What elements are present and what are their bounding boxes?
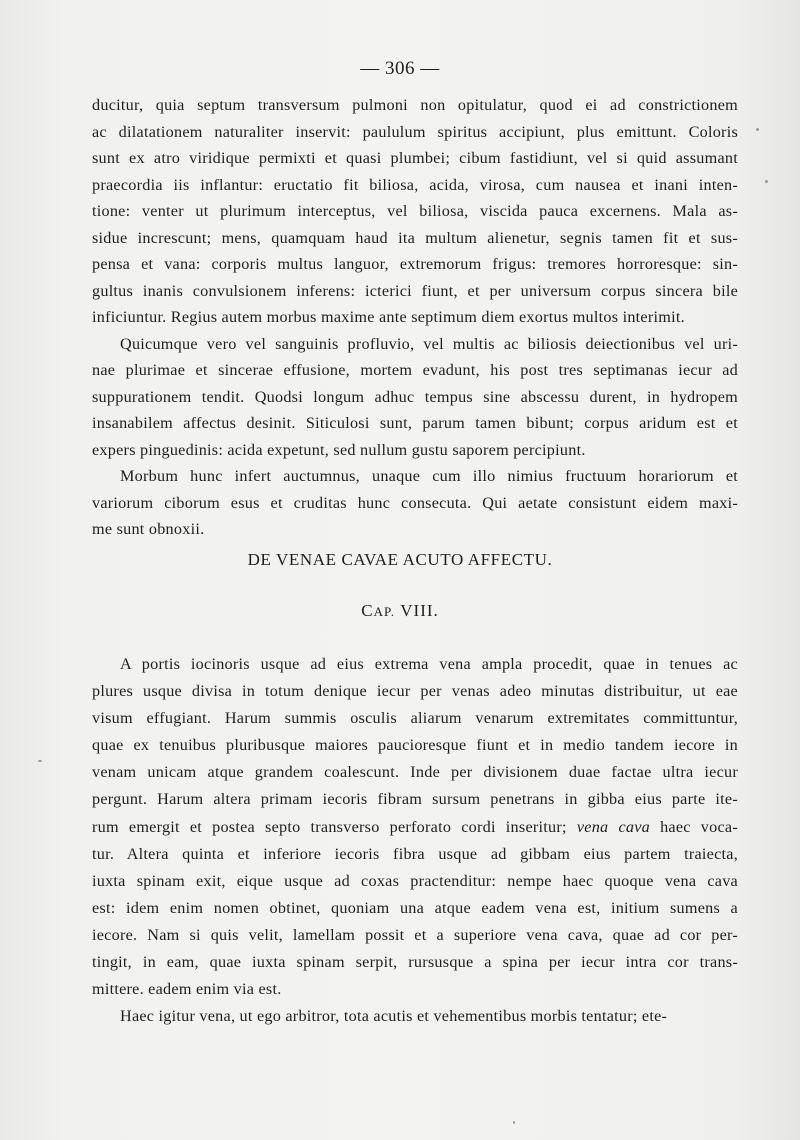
text-line: est: idem enim nomen obtinet, quoniam una atque eadem vena est, initium sumens a (92, 898, 738, 917)
text-line: nae plurimae et sincerae effusione, mortem evadunt, his post tres septimanas iecur ad (92, 361, 738, 379)
text-line: plures usque divisa in totum denique iecur per venas adeo minutas distribuitur, ut eae (92, 682, 738, 701)
text-section-2 (92, 651, 738, 1030)
text-line: Quicumque vero vel sanguinis profluvio, vel multis ac biliosis deiectionibus vel uri- (120, 334, 738, 353)
text-line: me sunt obnoxii. (92, 520, 205, 538)
chapter-number (0, 601, 800, 621)
text-line: inficiuntur. Regius autem morbus maxime ante septimum diem exortus multos interimit. (92, 308, 685, 326)
text-line: praecordia iis inflantur: eructatio fit biliosa, acida, virosa, cum nausea et inani inten- (92, 175, 738, 194)
text-line: insanabilem affectus desinit. Siticulosi sunt, parum tamen bibunt; corpus aridum est et (92, 414, 738, 432)
paragraph (92, 331, 738, 464)
text-line: quae ex tenuibus pluribusque maiores paucioresque fiunt et in medio tandem iecore in (92, 736, 738, 755)
chapter-cap-rest: AP. (373, 604, 395, 619)
text-line: ac dilatationem naturaliter inservit: paululum spiritus accipiunt, plus emittunt. Coloris (92, 122, 738, 141)
text-line: A portis iocinoris usque ad eius extrema vena ampla procedit, quae in tenues ac (120, 655, 738, 673)
text-line: pensa et vana: corporis multus languor, extremorum frigus: tremores horroresque: sin- (92, 255, 738, 273)
italic-term: vena cava (576, 817, 651, 836)
text-line: tione: venter ut plurimum interceptus, vel biliosa, viscida pauca excernens. Mala as- (92, 202, 738, 220)
text-line: mittere. eadem enim via est. (92, 980, 282, 999)
paragraph (92, 651, 738, 1003)
text-line: tingit, in eam, quae iuxta spinam serpit, rursusque a spina per iecur intra cor trans- (92, 953, 738, 972)
paragraph (92, 1003, 738, 1030)
chapter-cap-numeral: VIII. (400, 601, 439, 620)
text-line: suppurationem tendit. Quodsi longum adhuc tempus sine abscessu durent, in hydropem (92, 387, 738, 406)
text-line: Morbum hunc infert auctumnus, unaque cum illo nimius fructuum horariorum et (120, 467, 738, 485)
text-line: variorum ciborum esus et cruditas hunc consecuta. Qui aetate consistunt eidem maxi- (92, 493, 738, 512)
text-line: visum effugiant. Harum summis osculis aliarum venarum extremitates committuntur, (92, 709, 738, 728)
text-line: tur. Altera quinta et inferiore iecoris fibra usque ad gibbam eius partem traiecta, (92, 844, 738, 863)
paper-speck (765, 180, 768, 183)
text-line: ducitur, quia septum transversum pulmoni non opitulatur, quod ei ad constrictionem (92, 96, 738, 114)
text-fragment: rum emergit et postea septo transverso perforato cordi inseritur; (92, 817, 567, 836)
text-line: sidue increscunt; mens, quamquam haud ita multum alienetur, segnis tamen fit et sus- (92, 228, 738, 247)
text-line: venam unicam atque grandem coalescunt. Inde per divisionem duae factae ultra iecur (92, 763, 738, 782)
paper-speck (38, 760, 42, 762)
text-fragment: haec voca- (650, 817, 738, 836)
text-line: expers pinguedinis: acida expetunt, sed nullum gustu saporem percipiunt. (92, 440, 586, 459)
text-line: gultus inanis convulsionem inferens: icterici fiunt, et per universum corpus sincera bile (92, 281, 738, 300)
section-2-paragraphs (92, 651, 738, 1030)
text-line: iuxta spinam exit, eique usque ad coxas practenditur: nempe haec quoque vena cava (92, 871, 738, 890)
text-line: pergunt. Harum altera primam iecoris fibram sursum penetrans in gibba eius parte ite- (92, 790, 738, 809)
page-number: — 306 — (360, 58, 440, 79)
paragraph (92, 463, 738, 543)
text-line (92, 814, 738, 841)
text-line: iecore. Nam si quis velit, lamellam possit et a superiore vena cava, quae ad cor per- (92, 925, 738, 944)
text-line: Haec igitur vena, ut ego arbitror, tota acutis et vehementibus morbis tentatur; ete- (120, 1007, 668, 1026)
paper-speck (513, 1121, 515, 1124)
chapter-title: DE VENAE CAVAE ACUTO AFFECTU. (247, 550, 553, 569)
section-1-paragraphs (92, 92, 738, 543)
text-line: sunt ex atro viridique permixti et quasi plumbei; cibum fastidiunt, vel si quid assumant (92, 149, 738, 167)
text-section-1 (92, 92, 738, 543)
paper-speck (756, 128, 759, 131)
paragraph (92, 92, 738, 331)
chapter-cap-initial: C (361, 601, 374, 620)
